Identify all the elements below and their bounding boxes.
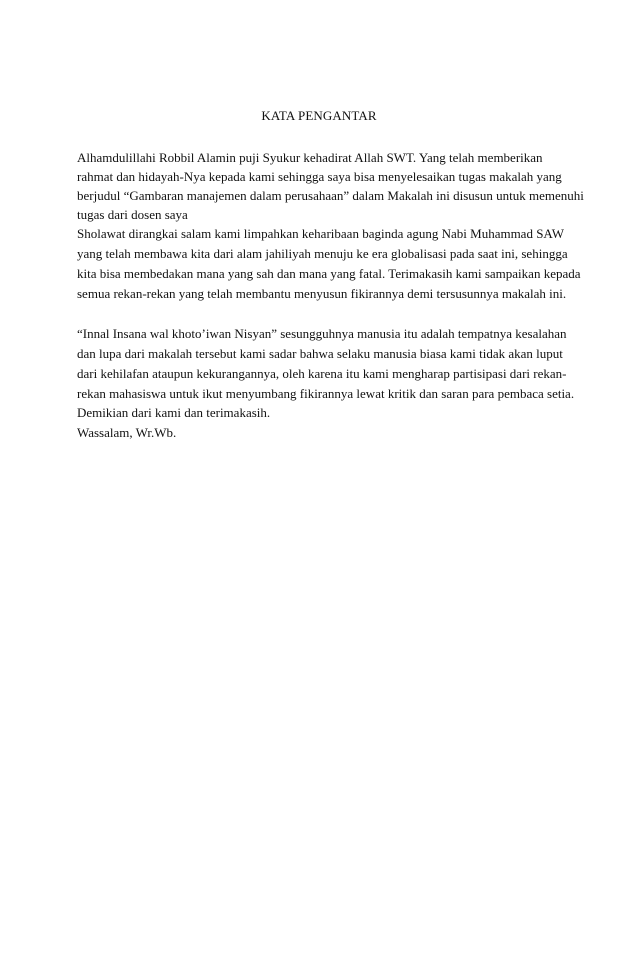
text-line: rekan mahasiswa untuk ikut menyumbang fikirannya lewat kritik dan saran para pembaca setia. xyxy=(77,386,575,401)
text-line: dari kehilafan ataupun kekurangannya, oleh karena itu kami mengharap partisipasi dari rekan- xyxy=(77,366,567,381)
text-line: Sholawat dirangkai salam kami limpahkan keharibaan baginda agung Nabi Muhammad SAW xyxy=(77,226,565,241)
page-title: KATA PENGANTAR xyxy=(261,108,377,123)
text-line: “Innal Insana wal khoto’iwan Nisyan” sesungguhnya manusia itu adalah tempatnya kesalahan xyxy=(77,326,567,341)
text-line: berjudul “Gambaran manajemen dalam perusahaan” dalam Makalah ini disusun untuk memenuhi xyxy=(77,188,584,203)
text-line: rahmat dan hidayah-Nya kepada kami sehingga saya bisa menyelesaikan tugas makalah yang xyxy=(77,169,562,184)
text-line: semua rekan-rekan yang telah membantu menyusun fikirannya demi tersusunnya makalah ini. xyxy=(77,286,567,301)
text-line: kita bisa membedakan mana yang sah dan mana yang fatal. Terimakasih kami sampaikan kepada xyxy=(77,266,581,281)
text-line: dan lupa dari makalah tersebut kami sadar bahwa selaku manusia biasa kami tidak akan luput xyxy=(77,346,563,361)
text-line: yang telah membawa kita dari alam jahiliyah menuju ke era globalisasi pada saat ini, sehingga xyxy=(77,246,568,261)
text-line: tugas dari dosen saya xyxy=(77,207,188,222)
text-line: Alhamdulillahi Robbil Alamin puji Syukur kehadirat Allah SWT. Yang telah memberikan xyxy=(77,150,543,165)
text-line: Wassalam, Wr.Wb. xyxy=(77,425,177,440)
text-line: Demikian dari kami dan terimakasih. xyxy=(77,405,271,420)
